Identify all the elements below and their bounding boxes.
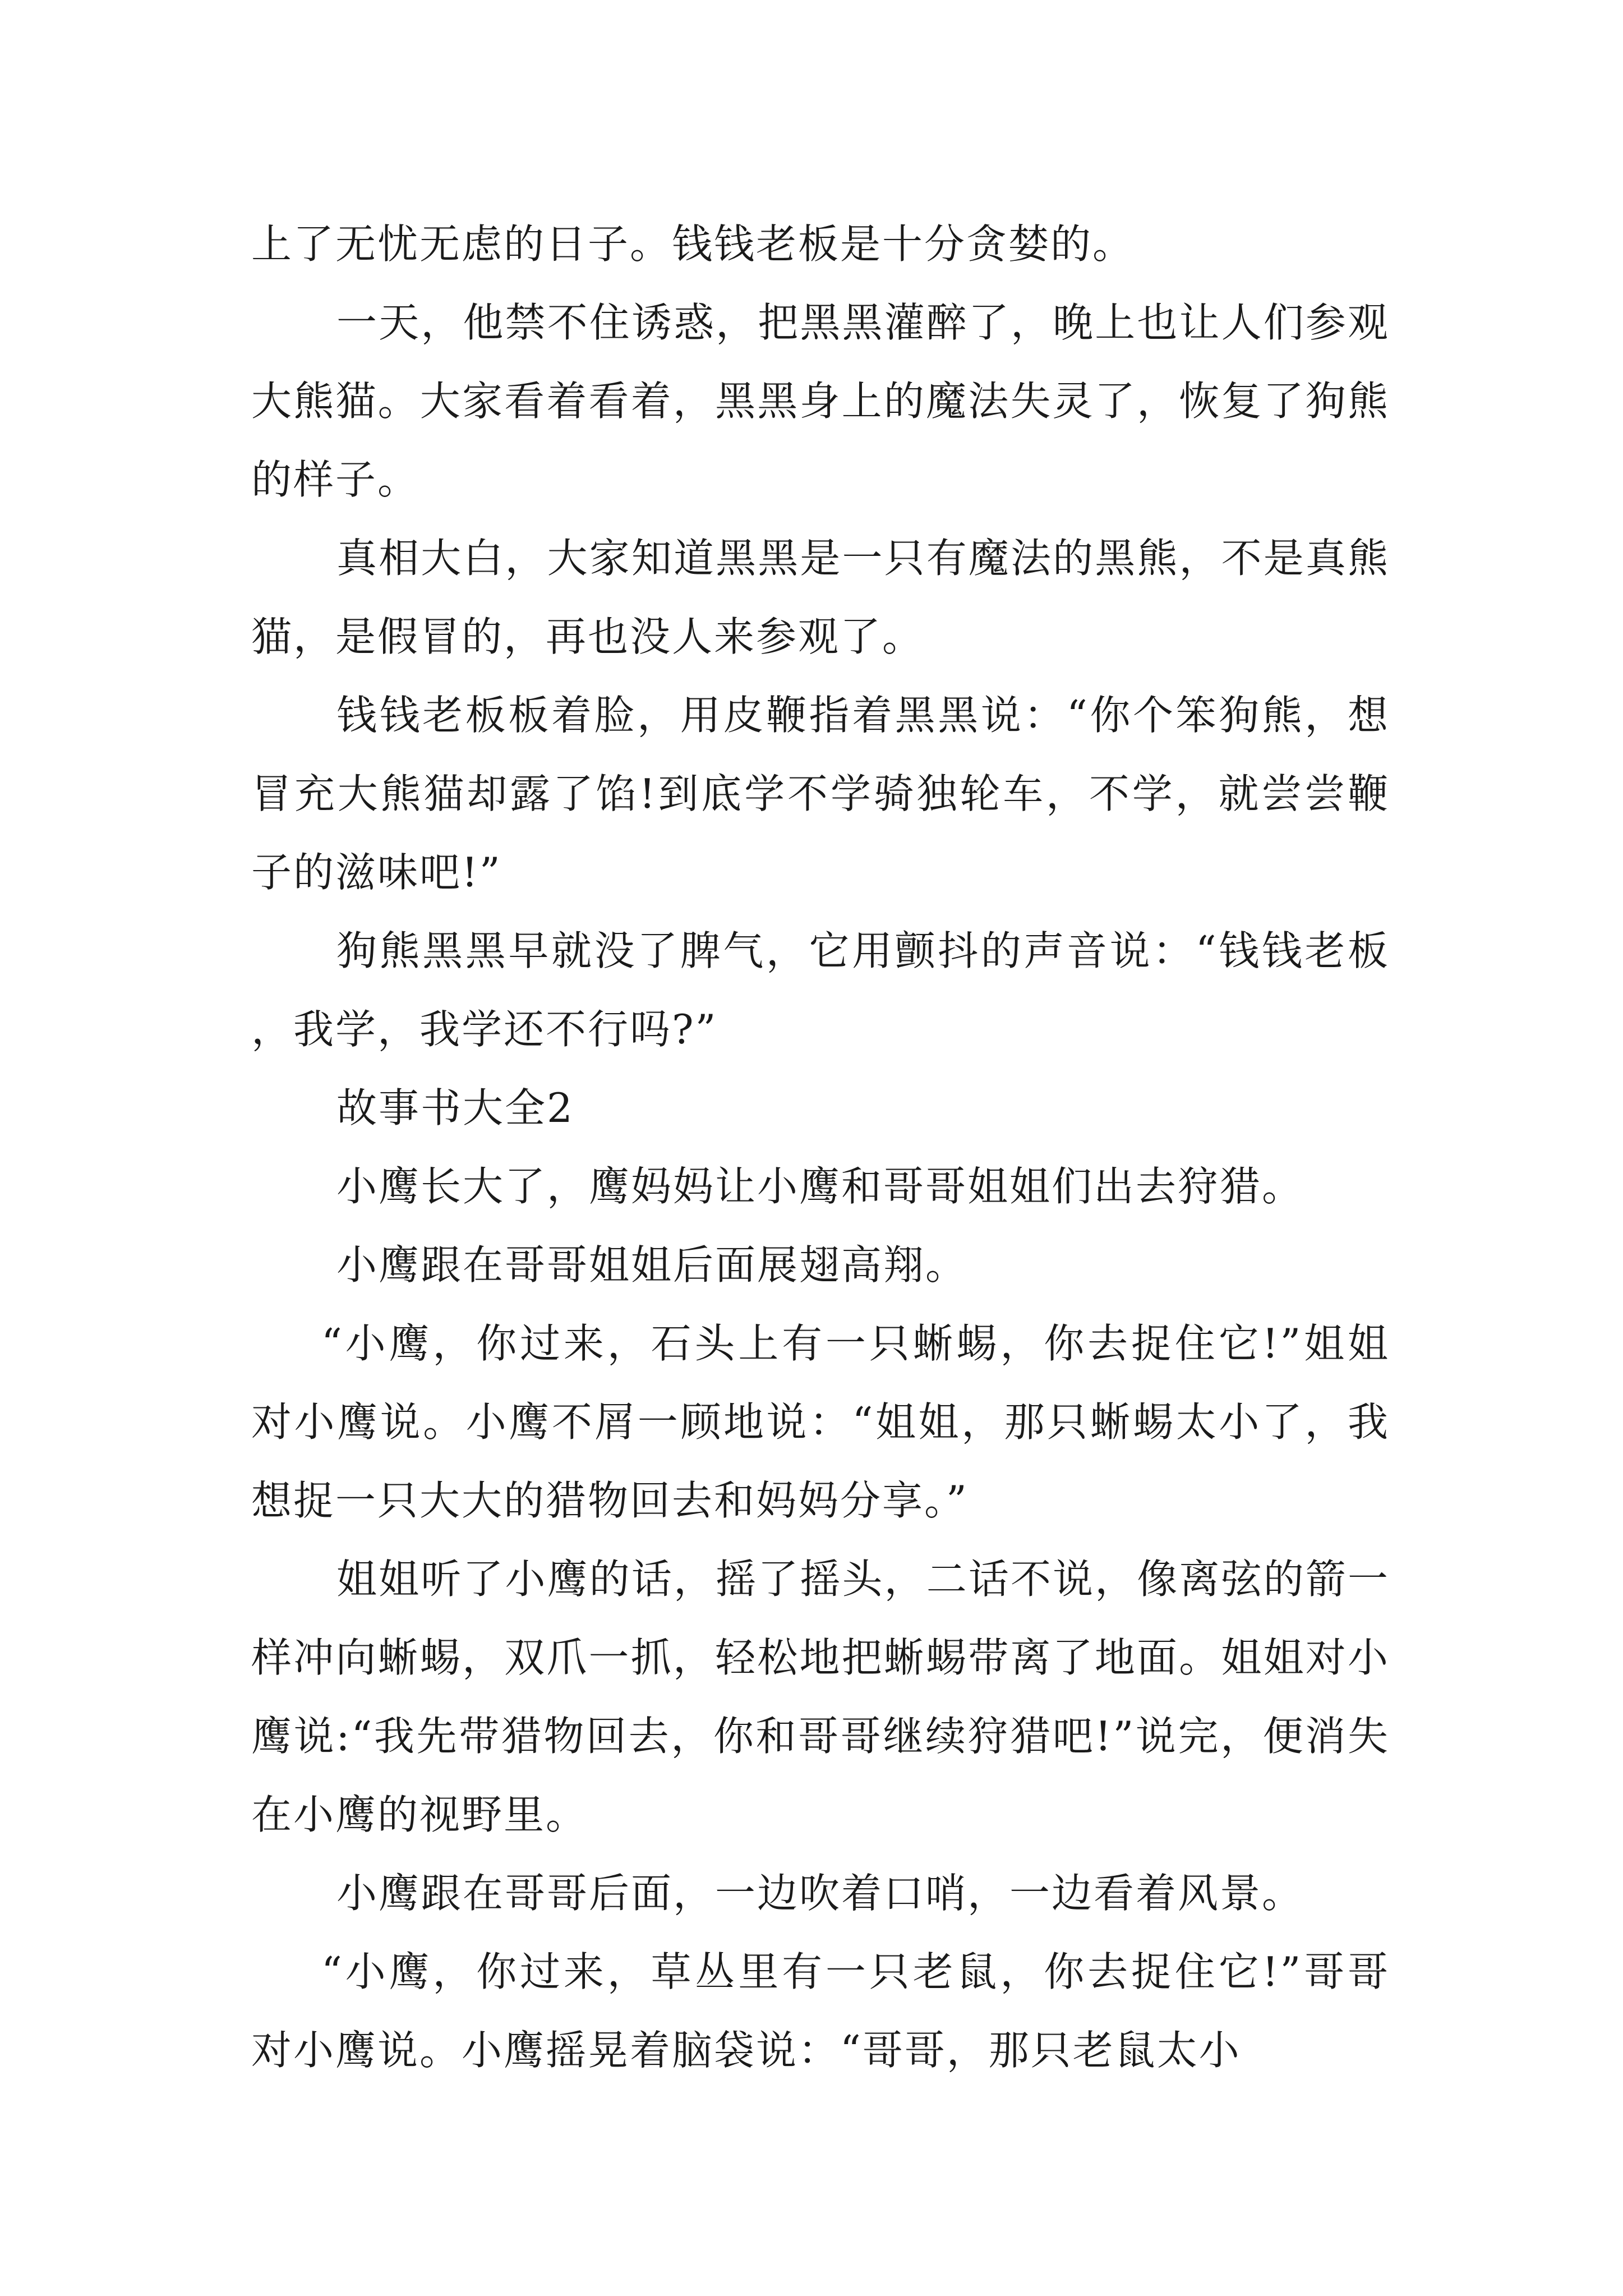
paragraph-continuation: 上了无忧无虑的日子。钱钱老板是十分贪婪的。 — [251, 220, 1135, 268]
paragraph: 一天，他禁不住诱惑，把黑黑灌醉了，晚上也让人们参观大熊猫。大家看着看着，黑黑身上的魔法失灵了，恢复了狗熊的样子。 — [251, 299, 1390, 503]
paragraph: 狗熊黑黑早就没了脾气，它用颤抖的声音说：“钱钱老板，我学，我学还不行吗?” — [251, 927, 1390, 1053]
story-text — [251, 205, 1390, 2090]
paragraph: 姐姐听了小鹰的话，摇了摇头，二话不说，像离弦的箭一样冲向蜥蜴，双爪一抓，轻松地把蜥蜴带离了地面。姐姐对小鹰说:“我先带猎物回去，你和哥哥继续狩猎吧!”说完，便消失在小鹰的视野里。 — [251, 1556, 1390, 1838]
paragraph-quote: “小鹰，你过来，石头上有一只蜥蜴，你去捉住它!”姐姐对小鹰说。小鹰不屑一顾地说：“姐姐，那只蜥蜴太小了，我想捉一只大大的猎物回去和妈妈分享。” — [251, 1320, 1390, 1524]
section-heading: 故事书大全2 — [336, 1084, 574, 1131]
paragraph: 钱钱老板板着脸，用皮鞭指着黑黑说：“你个笨狗熊，想冒充大熊猫却露了馅!到底学不学骑独轮车，不学，就尝尝鞭子的滋味吧!” — [251, 692, 1390, 896]
paragraph-quote: “小鹰，你过来，草丛里有一只老鼠，你去捉住它!”哥哥对小鹰说。小鹰摇晃着脑袋说：“哥哥，那只老鼠太小 — [251, 1948, 1390, 2074]
paragraph: 真相大白，大家知道黑黑是一只有魔法的黑熊，不是真熊猫，是假冒的，再也没人来参观了。 — [251, 535, 1390, 660]
paragraph: 小鹰跟在哥哥后面，一边吹着口哨，一边看着风景。 — [336, 1870, 1304, 1917]
paragraph: 小鹰跟在哥哥姐姐后面展翅高翔。 — [336, 1241, 968, 1289]
paragraph: 小鹰长大了，鹰妈妈让小鹰和哥哥姐姐们出去狩猎。 — [336, 1163, 1304, 1210]
